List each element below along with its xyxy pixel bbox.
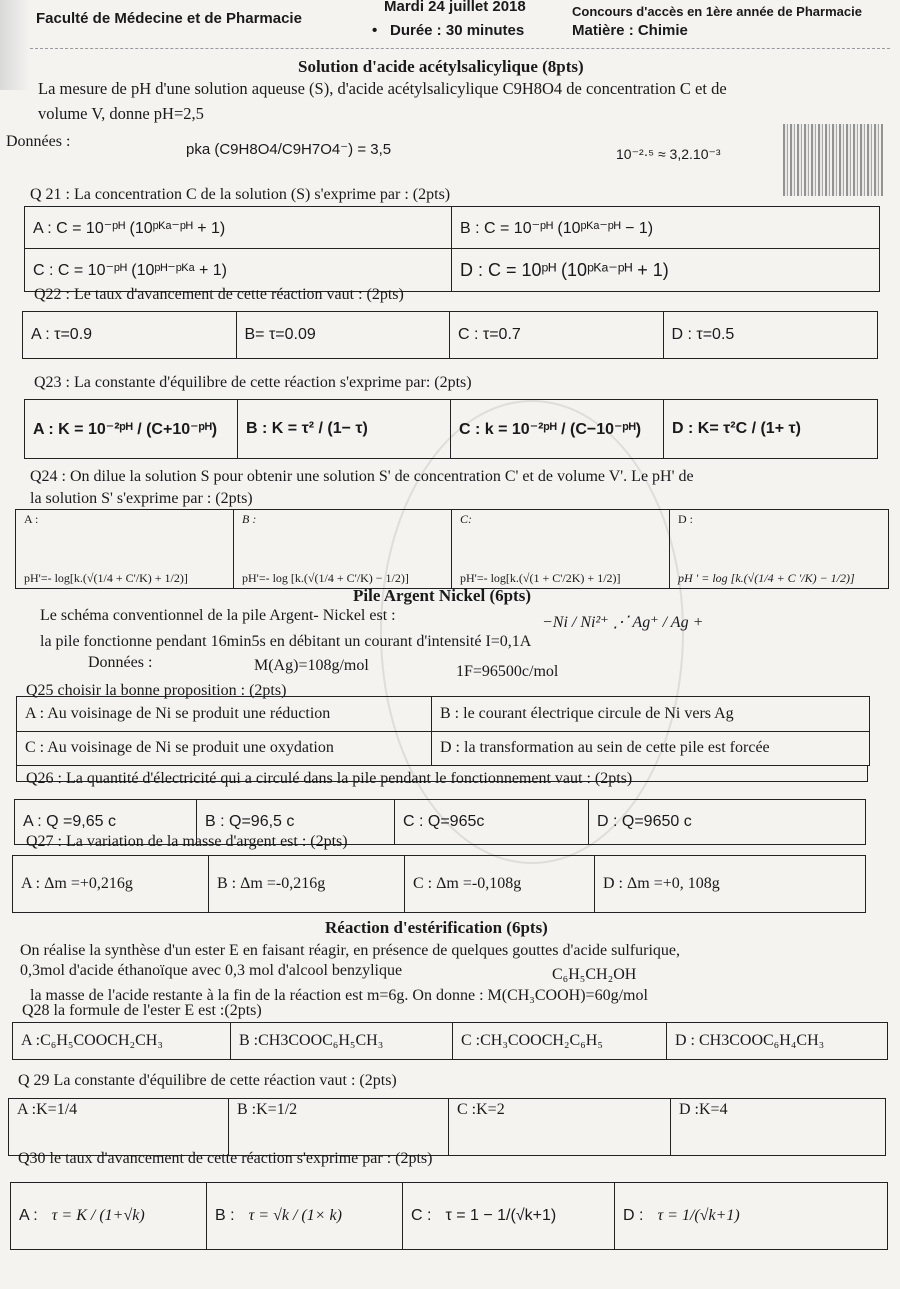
q24-option-d[interactable]	[670, 510, 888, 588]
q23-option-c[interactable]: C : k = 10⁻²ᵖᴴ / (C−10⁻ᵖᴴ)	[451, 400, 664, 458]
q29-option-c[interactable]: C :K=2	[449, 1099, 671, 1155]
q21-label: Q 21 : La concentration C de la solution (S) s'exprime par : (2pts)	[30, 186, 451, 203]
s1-data-label: Données :	[6, 133, 71, 150]
q30-option-b-formula: τ = √k / (1× k)	[248, 1207, 342, 1224]
q30-option-c-letter: C :	[411, 1207, 432, 1224]
q27-options	[12, 855, 866, 913]
exam-duration: Durée : 30 minutes	[390, 22, 525, 39]
pka-value: pka (C9H8O4/C9H7O4⁻) = 3,5	[186, 141, 392, 158]
q23-options	[24, 399, 878, 459]
exam-date: Mardi 24 juillet 2018	[384, 0, 526, 15]
q30-option-a-formula: τ = K / (1+√k)	[51, 1207, 145, 1224]
q23-option-d[interactable]: D : K= τ²C / (1+ τ)	[672, 420, 801, 437]
s3-line2: 0,3mol d'acide éthanoïque avec 0,3 mol d'alcool benzylique	[20, 962, 403, 979]
q25-options	[16, 696, 870, 766]
q23-label: Q23 : La constante d'équilibre de cette réaction s'exprime par: (2pts)	[34, 374, 472, 391]
q25-option-d[interactable]: D : la transformation au sein de cette pile est forcée	[440, 739, 770, 757]
q24-label-line1: Q24 : On dilue la solution S pour obtenir une solution S' de concentration C' et de volume V'. Le pH' de	[30, 468, 694, 485]
scan-edge	[0, 0, 30, 90]
q28-option-b[interactable]: B :CH3COOC₆H₅CH₃	[231, 1023, 453, 1059]
faraday-constant: 1F=96500c/mol	[456, 663, 559, 680]
q24-option-d-letter: D :	[678, 512, 693, 526]
q24-option-c-letter: C:	[460, 512, 472, 526]
q22-option-b[interactable]: B= τ=0.09	[237, 312, 451, 358]
q24-label-line2: la solution S' s'exprime par : (2pts)	[30, 490, 253, 507]
benzyl-alcohol-formula: C₆H₅CH₂OH	[552, 966, 637, 983]
q24-option-c-formula: pH'=- log[k.(√(1 + C'/2K) + 1/2)]	[460, 571, 621, 585]
bullet: •	[372, 22, 378, 39]
q26-option-b[interactable]: B : Q=96,5 c	[197, 800, 395, 844]
section-title-acid: Solution d'acide acétylsalicylique (8pts)	[298, 57, 584, 76]
q24-option-b[interactable]	[234, 510, 452, 588]
q28-option-a[interactable]: A :C₆H₅COOCH₂CH₃	[13, 1023, 231, 1059]
q30-option-b[interactable]	[207, 1183, 403, 1249]
q28-option-d[interactable]: D : CH3COOC₆H₄CH₃	[675, 1032, 825, 1049]
q30-option-b-letter: B :	[215, 1207, 235, 1224]
s2-line2: la pile fonctionne pendant 16min5s en débitant un courant d'intensité I=0,1A	[40, 633, 532, 650]
q25-option-a[interactable]: A : Au voisinage de Ni se produit une réduction	[17, 697, 432, 732]
q30-options	[10, 1182, 888, 1250]
exam-subject: Matière : Chimie	[572, 22, 688, 39]
q25-label: Q25 choisir la bonne proposition : (2pts)	[26, 682, 287, 699]
q24-option-a[interactable]	[16, 510, 234, 588]
q22-option-a[interactable]: A : τ=0.9	[23, 312, 237, 358]
q29-options	[8, 1098, 886, 1156]
q30-option-a[interactable]	[11, 1183, 207, 1249]
q21-option-b[interactable]: B : C = 10⁻ᵖᴴ (10ᵖᴷᵃ⁻ᵖᴴ − 1)	[452, 207, 879, 249]
approx-value: 10⁻²·⁵ ≈ 3,2.10⁻³	[616, 146, 721, 162]
q24-option-a-formula: pH'=- log[k.(√(1/4 + C'/K) + 1/2)]	[24, 571, 188, 585]
q30-option-d-formula: τ = 1/(√k+1)	[657, 1207, 740, 1224]
q29-label: Q 29 La constante d'équilibre de cette réaction vaut : (2pts)	[18, 1072, 397, 1089]
s3-line3: la masse de l'acide restante à la fin de la réaction est m=6g. On donne : M(CH₃COOH)=60g/mol	[30, 987, 648, 1004]
s1-intro-line1: La mesure de pH d'une solution aqueuse (S), d'acide acétylsalicylique C9H8O4 de concentration C et de	[38, 79, 727, 98]
q29-option-b[interactable]: B :K=1/2	[229, 1099, 449, 1155]
q30-label: Q30 le taux d'avancement de cette réaction s'exprime par : (2pts)	[18, 1150, 433, 1167]
q21-options	[24, 206, 880, 292]
q30-option-c[interactable]	[403, 1183, 615, 1249]
q23-option-a[interactable]: A : K = 10⁻²ᵖᴴ / (C+10⁻ᵖᴴ)	[25, 400, 238, 458]
pile-scheme: −Ni / Ni²⁺ ⋰ Ag⁺ / Ag +	[542, 614, 704, 631]
q30-option-c-formula: τ = 1 − 1/(√k+1)	[445, 1207, 557, 1224]
q27-option-c[interactable]: C : Δm =-0,108g	[405, 856, 595, 912]
q29-option-d[interactable]: D :K=4	[679, 1101, 728, 1118]
q29-option-a[interactable]: A :K=1/4	[9, 1099, 229, 1155]
q24-option-d-formula: pH ' = log [k.(√(1/4 + C '/K) − 1/2)]	[678, 571, 855, 585]
barcode-redaction	[783, 124, 883, 196]
q21-option-d[interactable]: D : C = 10ᵖᴴ (10ᵖᴷᵃ⁻ᵖᴴ + 1)	[460, 259, 669, 280]
contest-name: Concours d'accès en 1ère année de Pharmacie	[572, 4, 862, 19]
s2-data-label: Données :	[88, 654, 153, 671]
q27-label: Q27 : La variation de la masse d'argent est : (2pts)	[26, 833, 348, 850]
q22-options	[22, 311, 878, 359]
q26-option-d[interactable]: D : Q=9650 c	[597, 813, 692, 830]
section-title-ester: Réaction d'estérification (6pts)	[325, 918, 548, 937]
q22-option-c[interactable]: C : τ=0.7	[450, 312, 664, 358]
q26-option-a[interactable]: A : Q =9,65 c	[15, 800, 197, 844]
top-border-line	[30, 48, 890, 49]
q24-option-c[interactable]	[452, 510, 670, 588]
q25-option-b[interactable]: B : le courant électrique circule de Ni vers Ag	[432, 697, 869, 732]
q23-option-b[interactable]: B : K = τ² / (1− τ)	[238, 400, 451, 458]
q24-option-b-letter: B :	[242, 512, 257, 526]
q30-option-d[interactable]	[615, 1183, 887, 1249]
q22-label: Q22 : Le taux d'avancement de cette réaction vaut : (2pts)	[34, 286, 404, 303]
q28-options	[12, 1022, 888, 1060]
q22-option-d[interactable]: D : τ=0.5	[671, 326, 735, 343]
faculty-name: Faculté de Médecine et de Pharmacie	[36, 10, 302, 27]
q27-option-d[interactable]: D : Δm =+0, 108g	[603, 875, 720, 892]
q30-option-a-letter: A :	[19, 1207, 38, 1224]
q28-option-c[interactable]: C :CH₃COOCH₂C₆H₅	[453, 1023, 667, 1059]
q27-option-b[interactable]: B : Δm =-0,216g	[209, 856, 405, 912]
q21-option-c[interactable]: C : C = 10⁻ᵖᴴ (10ᵖᴴ⁻ᵖᴷᵃ + 1)	[25, 249, 452, 291]
q24-option-a-letter: A :	[24, 512, 39, 526]
q21-option-a[interactable]: A : C = 10⁻ᵖᴴ (10ᵖᴷᵃ⁻ᵖᴴ + 1)	[25, 207, 452, 249]
q28-label: Q28 la formule de l'ester E est :(2pts)	[22, 1002, 262, 1019]
q26-option-c[interactable]: C : Q=965c	[395, 800, 589, 844]
silver-molar-mass: M(Ag)=108g/mol	[254, 657, 369, 674]
section-title-pile: Pile Argent Nickel (6pts)	[353, 586, 531, 605]
q24-options	[15, 509, 889, 589]
q26-label: Q26 : La quantité d'électricité qui a circulé dans la pile pendant le fonctionnement vaut : (2pts)	[26, 770, 633, 787]
s2-line1: Le schéma conventionnel de la pile Argent- Nickel est :	[40, 607, 396, 624]
s1-intro-line2: volume V, donne pH=2,5	[38, 104, 204, 123]
q27-option-a[interactable]: A : Δm =+0,216g	[13, 856, 209, 912]
q30-option-d-letter: D :	[623, 1207, 644, 1224]
s3-line1: On réalise la synthèse d'un ester E en faisant réagir, en présence de quelques gouttes d'acide sulfurique,	[20, 942, 680, 959]
q25-option-c[interactable]: C : Au voisinage de Ni se produit une oxydation	[17, 732, 432, 766]
q24-option-b-formula: pH'=- log [k.(√(1/4 + C'/K) − 1/2)]	[242, 571, 409, 585]
